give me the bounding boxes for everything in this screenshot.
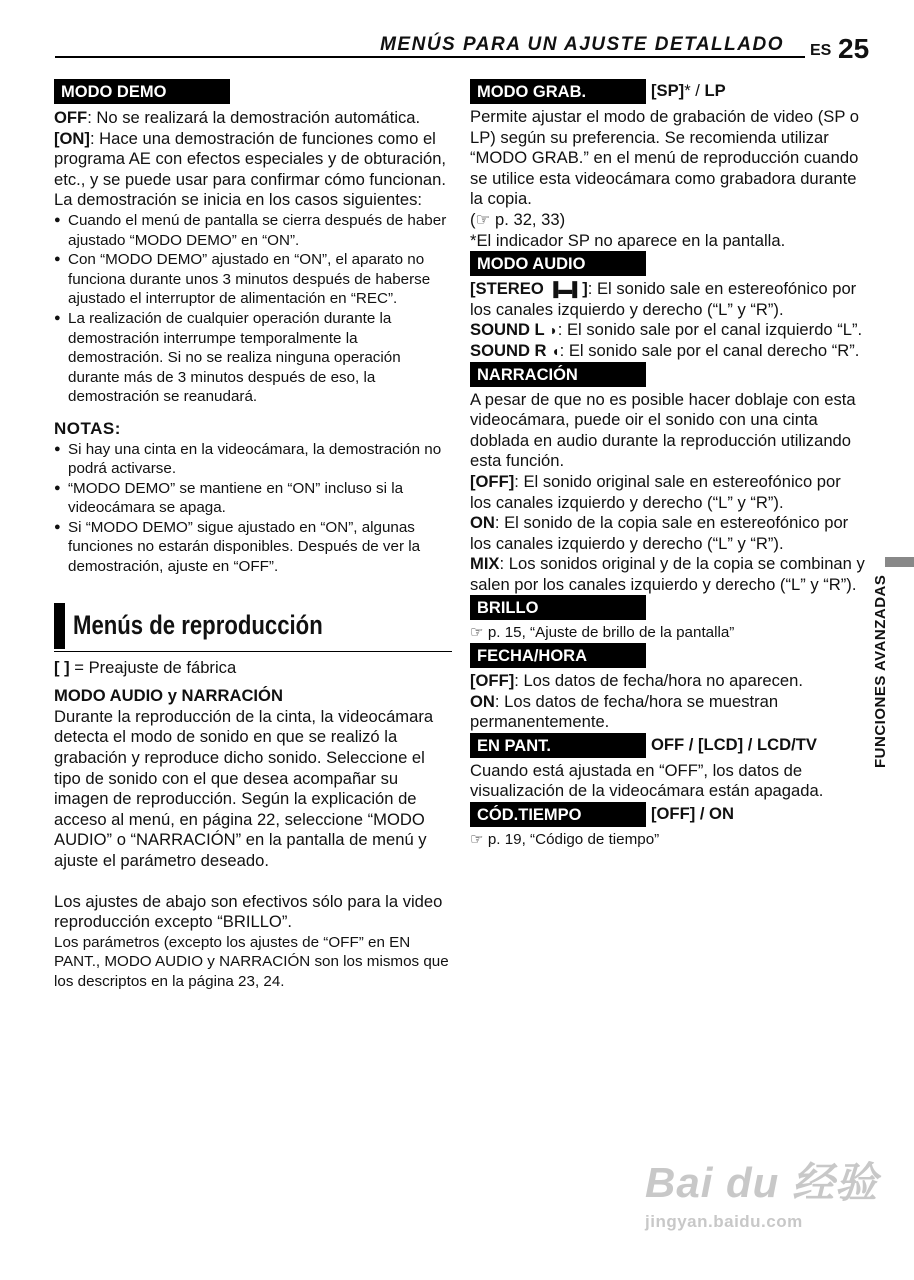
list-item: ● Si “MODO DEMO” sigue ajustado en “ON”, algunas funciones no estarán disponibles. Después de ver la demostración, ajuste en “OFF”. [54, 518, 452, 577]
en-pant-text: Cuando está ajustada en “OFF”, los datos de visualización de la videocámara están apagada. [470, 760, 824, 801]
list-item: ● Si hay una cinta en la videocámara, la demostración no podrá activarse. [54, 440, 452, 479]
fecha-hora-off: [OFF]: Los datos de fecha/hora no aparecen. [470, 671, 803, 691]
page-number: 25 [838, 33, 870, 64]
side-tab-marker [885, 557, 914, 567]
list-item: ● Con “MODO DEMO” ajustado en “ON”, el aparato no funciona durante unos 3 minutos después de haberse ajustado el interruptor de alimentación en “REC”. [54, 250, 452, 309]
watermark [645, 1150, 878, 1232]
fecha-hora-heading: FECHA/HORA [470, 643, 646, 668]
right-column [470, 79, 865, 850]
reproduccion-para2: Los ajustes de abajo son efectivos sólo para la video reproducción excepto “BRILLO”. [54, 891, 443, 932]
section-rule [54, 651, 452, 652]
modo-grab-ref: (☞ p. 32, 33) [470, 209, 566, 229]
narracion-intro: A pesar de que no es posible hacer doblaje con esta videocámara, puede oir el sonido con una cinta doblada en audio durante la reproducción utilizando esta función. [470, 389, 856, 471]
cod-tiempo-options: [OFF] / ON [651, 804, 734, 824]
narracion-heading: NARRACIÓN [470, 362, 646, 387]
notas-heading: NOTAS: [54, 418, 121, 438]
modo-audio-left: SOUND L ◗: El sonido sale por el canal izquierdo “L”. [470, 320, 863, 340]
modo-demo-bullets [54, 211, 452, 407]
page-header-title: MENÚS PARA UN AJUSTE DETALLADO [380, 34, 784, 55]
section-title [54, 603, 452, 649]
modo-grab-text: Permite ajustar el modo de grabación de video (SP o LP) según su preferencia. Se recomienda utilizar “MODO GRAB.” en el menú de reproducción cuando se utilice esta videocámara como grabadora durante la copia. [470, 107, 859, 209]
brillo-heading: BRILLO [470, 595, 646, 620]
list-item: ● La realización de cualquier operación durante la demostración interrumpe temporalmente la demostración. Si no se realiza ninguna operación durante más de 3 minutos después de eso, la demostración se reanudará. [54, 309, 452, 407]
modo-demo-on: [ON]: Hace una demostración de funciones como el programa AE con efectos especiales y de obturación, etc., y se puede usar para confirmar cómo funcionan. La demostración se inicia en los casos siguientes: [54, 128, 447, 210]
cod-tiempo-heading: CÓD.TIEMPO [470, 802, 646, 827]
en-pant-options: OFF / [LCD] / LCD/TV [651, 735, 817, 755]
cod-tiempo-ref: ☞ p. 19, “Código de tiempo” [470, 831, 660, 849]
language-label: ES [810, 42, 832, 59]
reproduccion-para1: Durante la reproducción de la cinta, la videocámara detecta el modo de sonido en que se realizó la grabación y reproduce dicho sonido. Seleccione el tipo de sonido con el que desea acompañar su imagen de reproducción. Según la explicación de acceso al menú, en página 22, seleccione “MODO AUDIO” o “NARRACIÓN” en la pantalla de menú y ajuste el parámetro deseado. [54, 706, 434, 870]
narracion-off: [OFF]: El sonido original sale en estereofónico por los canales izquierdo y derecho (“L” y “R”). [470, 471, 841, 512]
notas-list [54, 440, 452, 577]
audio-narracion-subhead: MODO AUDIO y NARRACIÓN [54, 686, 283, 706]
header-rule [55, 56, 805, 58]
modo-audio-stereo: [STEREO ▐▬▌]: El sonido sale en estereofónico por los canales izquierdo y derecho (“L” y “R”). [470, 279, 857, 319]
modo-grab-note: *El indicador SP no aparece en la pantalla. [470, 230, 786, 250]
stereo-icon: ▐▬▌ [548, 281, 583, 298]
section-title-bar [54, 603, 65, 649]
narracion-mix: MIX: Los sonidos original y de la copia se combinan y salen por los canales izquierdo y derecho (“L” y “R”). [470, 554, 865, 594]
section-title-text: Menús de reproducción [73, 610, 323, 641]
reproduccion-para3: Los parámetros (excepto los ajustes de “OFF” en EN PANT., MODO AUDIO y NARRACIÓN son los mismos que los descriptos en la página 23, 24. [54, 933, 449, 990]
modo-grab-heading: MODO GRAB. [470, 79, 646, 104]
left-column [54, 79, 452, 992]
en-pant-heading: EN PANT. [470, 733, 646, 758]
side-tab-label: FUNCIONES AVANZADAS [872, 574, 889, 768]
modo-grab-options: [SP]* / LP [651, 81, 726, 101]
speaker-left-icon: ◗ [549, 322, 558, 339]
fecha-hora-on: ON: Los datos de fecha/hora se muestran permanentemente. [470, 691, 779, 732]
brillo-ref: ☞ p. 15, “Ajuste de brillo de la pantalla” [470, 624, 735, 642]
watermark-url: jingyan.baidu.com [645, 1212, 803, 1231]
modo-demo-off: OFF: No se realizará la demostración automática. [54, 108, 421, 127]
preset-legend: [ ] = Preajuste de fábrica [54, 657, 237, 677]
list-item: ● Cuando el menú de pantalla se cierra después de haber ajustado “MODO DEMO” en “ON”. [54, 211, 452, 250]
modo-audio-right: SOUND R ◖: El sonido sale por el canal derecho “R”. [470, 340, 860, 360]
modo-audio-heading: MODO AUDIO [470, 251, 646, 276]
narracion-on: ON: El sonido de la copia sale en estereofónico por los canales izquierdo y derecho (“L” y “R”). [470, 513, 849, 553]
list-item: ● “MODO DEMO” se mantiene en “ON” incluso si la videocámara se apaga. [54, 479, 452, 518]
speaker-right-icon: ◖ [551, 342, 560, 359]
modo-demo-heading: MODO DEMO [54, 79, 230, 104]
watermark-brand: Bai du 经验 [645, 1159, 879, 1206]
